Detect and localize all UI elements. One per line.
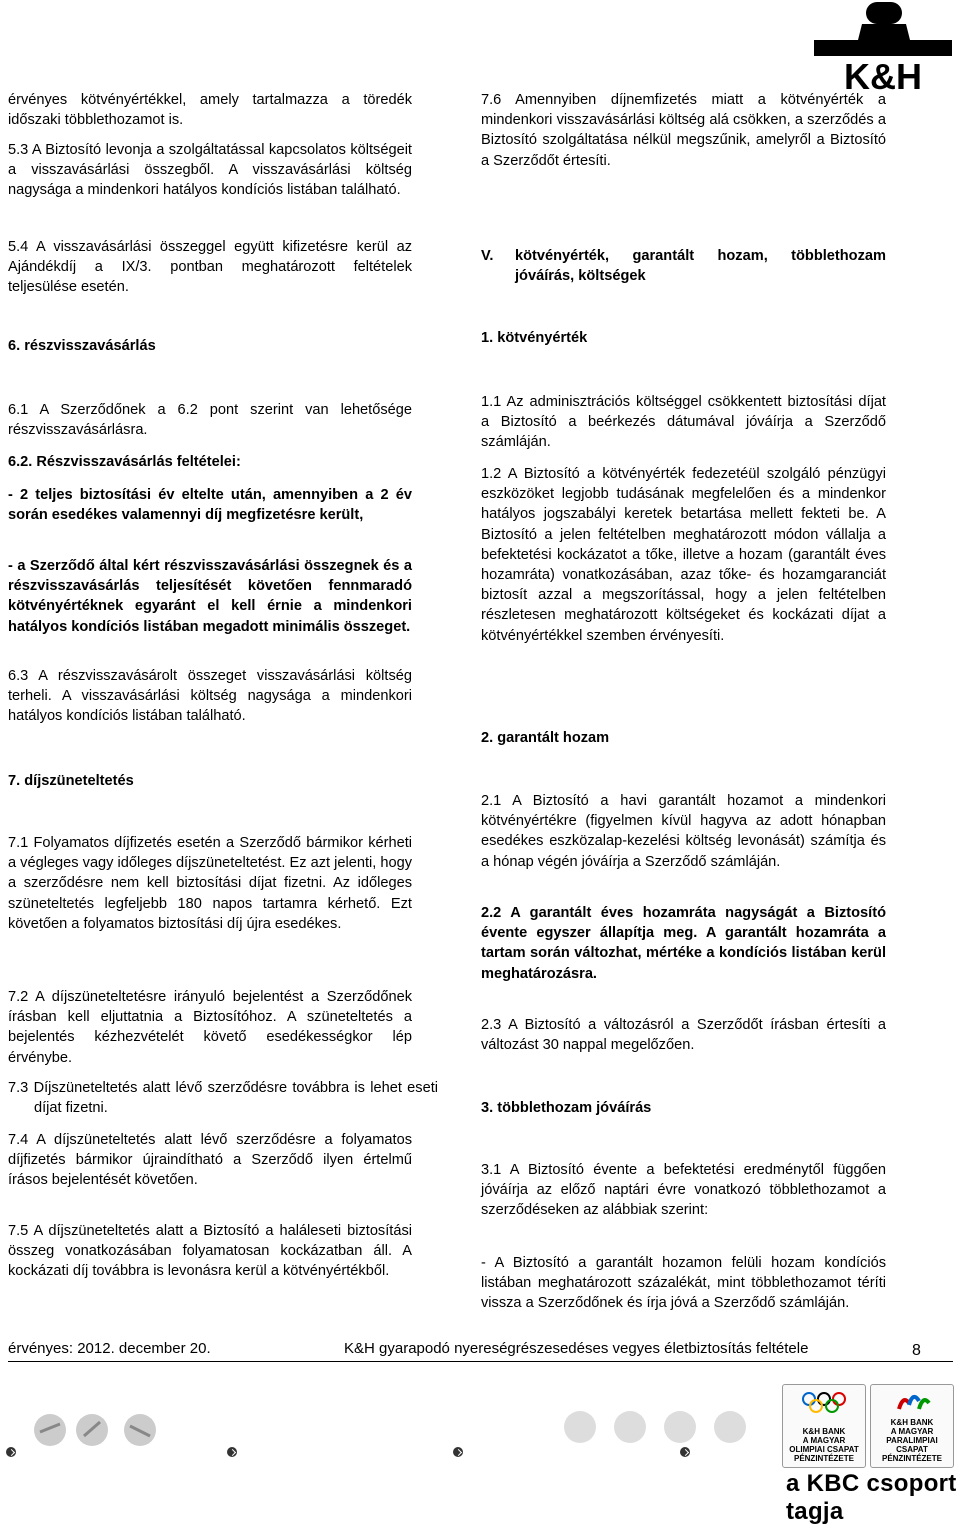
left-para-6-1: 6.1 A Szerződőnek a 6.2 pont szerint van lehetősége részvisszavásárlásra. [8,402,412,439]
section-3-heading: 3. többlethozam jóváírás [481,1100,652,1116]
footer [8,1340,953,1357]
footer-product-name: K&H gyarapodó nyereségrészesedéses vegyes életbiztosítás feltétele [344,1340,809,1357]
sports-pictogram-icons-right [560,1405,760,1450]
section-7-heading: 7. díjszüneteltetés [8,773,134,789]
olympic-rings-icon [799,1391,849,1415]
section-6-heading: 6. részvisszavásárlás [8,338,156,354]
left-para-5-4: 5.4 A visszavásárlási összeggel együtt kifizetésre kerül az Ajándékdíj a IX/3. pontban meghatározott feltételek teljesülése esetén. [8,239,412,296]
right-para-2-3: 2.3 A Biztosító a változásról a Szerződőt írásban értesíti a változást 30 nappal megelőzően. [481,1017,886,1054]
left-para-6-3: 6.3 A részvisszavásárolt összeget visszavásárlási költség terheli. A visszavásárlási költség nagysága a mindenkori hatályos kondíciós listában található. [8,668,412,725]
right-para-2-1: 2.1 A Biztosító a havi garantált hozamot a mindenkori kötvényértékre (figyelmen kívül hagyva az adott hónapban esedékes eszközalap-kezelési költség levonását) számítja és a hónap végén jóváírja a Szerződő számláján. [481,793,886,870]
right-para-1-1: 1.1 Az adminisztrációs költséggel csökkentett biztosítási díjat a Biztosító a beérkezés dátumával jóváírja a Szerződő számláján. [481,394,886,451]
arrow-bullet-icon [6,1447,16,1457]
paralympic-agitos-icon [893,1389,933,1419]
paralympic-team-badge [870,1384,954,1468]
left-para-5-3: 5.3 A Biztosító levonja a szolgáltatással kapcsolatos költségeit a visszavásárlási összegből. A visszavásárlási költség nagysága a mindenkori hatályos kondíciós listában található. [8,142,412,199]
left-para-7-5: 7.5 A díjszüneteltetés alatt a Biztosító a haláleseti biztosítási összeg vonatkozásában folyamatosan kockázatban áll. A kockázati díj továbbra is levonásra kerül a kötvényértékből. [8,1223,412,1280]
olympic-badge-text: K&H BANK A MAGYAR OLIMPIAI CSAPAT PÉNZINTÉZETE [789,1427,859,1463]
right-para-3-1: 3.1 A Biztosító évente a befektetési eredménytől függően jóváírja az előző naptári évre vonatkozó többlethozamot a szerződéseken az alábbiak szerint: [481,1162,886,1219]
page-number: 8 [912,1342,921,1359]
right-para-1-2: 1.2 A Biztosító a kötvényérték fedezetéül szolgáló pénzügyi eszközöket legjobb tudásának megfelelően és a mindenkor hatályos jogszabályi keretek betartása mellett fekteti be. A Biztosító a jelen feltételben meghatározott módon vállalja a befektetési kockázatot a tőke, illetve a hozam (garantált éves hozamráta) vonatkozásában, azaz tőke- és hozamgaranciát biztosít azzal a megszorítással, hogy a jelen feltételben részletesen meghatározott költségeket és kockázati díjat a kötvényértékkel szemben érvényesíti. [481,466,886,644]
section-1-heading: 1. kötvényérték [481,330,588,346]
footer-divider [8,1361,953,1362]
kh-logo [814,2,952,92]
olympic-team-badge [782,1384,866,1468]
left-para-6-2-a: - 2 teljes biztosítási év eltelte után, amennyiben a 2 év során esedékes valamennyi díj megfizetésre került, [8,487,412,524]
right-para-3-1-a: - A Biztosító a garantált hozamon felüli hozam kondíciós listában meghatározott százalékát, mint többlethozamot téríti vissza a Szerződőnek és írja jóvá a Szerződő számláján. [481,1255,886,1312]
section-v-heading: kötvényérték, garantált hozam, többlethozam jóváírás, költségek [515,248,886,285]
left-para-6-2-b: - a Szerződő által kért részvisszavásárlási összegnek és a részvisszavásárlás teljesítését követően fennmaradó kötvényértéknek egyaránt el kell érnie a mindenkori hatályos kondíciós listában megadott minimális összeget. [8,558,412,635]
right-para-2-2: 2.2 A garantált éves hozamráta nagyságát a Biztosító évente egyszer állapítja meg. A garantált hozamráta a tartam során változhat, mértéke a kondíciós listában kerül meghatározásra. [481,905,886,982]
kbc-group-tagline: a KBC csoport tagja [786,1470,957,1525]
sports-pictogram-icons [30,1410,180,1450]
arrow-bullet-icon [453,1447,463,1457]
left-para-6-2: 6.2. Részvisszavásárlás feltételei: [8,454,241,470]
section-v-number: V. [481,248,494,264]
footer-valid-date: érvényes: 2012. december 20. [8,1340,211,1357]
left-para-7-4: 7.4 A díjszüneteltetés alatt lévő szerződésre a folyamatos díjfizetés bármikor újraindítható a Szerződő ilyen értelmű írásos bejelentését követően. [8,1132,412,1189]
left-para-7-1: 7.1 Folyamatos díjfizetés esetén a Szerződő bármikor kérheti a végleges vagy időleges díjszüneteltetést. Ez azt jelenti, hogy a szerződésre nem kell biztosítási díjat fizetni. Az időleges szüneteltetés legfeljebb 180 napos tartamra kérhető. Ezt követően a folyamatos biztosítási díj újra esedékes. [8,835,413,932]
left-para-7-3: 7.3 Díjszüneteltetés alatt lévő szerződésre továbbra is lehet eseti díjat fizetni. [8,1080,438,1117]
section-2-heading: 2. garantált hozam [481,730,610,746]
paralympic-badge-text: K&H BANK A MAGYAR PARALIMPIAI CSAPAT PÉNZINTÉZETE [881,1418,942,1463]
arrow-bullet-icon [680,1447,690,1457]
left-para-7-2: 7.2 A díjszüneteltetésre irányuló bejelentést a Szerződőnek írásban kell eljuttatnia a Biztosítóhoz. A szüneteltetés a bejelentés kézhezvételét követő esedékességkor lép érvénybe. [8,989,412,1066]
left-para-1: érvényes kötvényértékkel, amely tartalmazza a töredék időszaki többlethozamot is. [8,92,412,129]
arrow-bullet-icon [227,1447,237,1457]
logo-text: K&H [844,56,922,92]
right-para-7-6: 7.6 Amennyiben díjnemfizetés miatt a kötvényérték a mindenkori visszavásárlási költség alá csökken, a szerződés a Biztosító szolgáltatása nélkül megszűnik, amelyről a Biztosító a Szerződőt értesíti. [481,92,886,169]
